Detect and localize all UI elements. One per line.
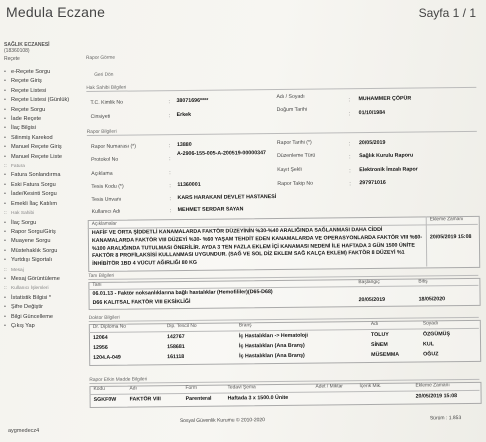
sidebar-item[interactable] bbox=[4, 294, 84, 303]
description-label: Açıklama bbox=[91, 170, 113, 177]
sidebar-item-label: Mesaj Görüntüleme bbox=[11, 275, 60, 282]
report-date-label: Rapor Tarihi (*) bbox=[276, 139, 312, 147]
main-content bbox=[86, 52, 478, 425]
back-link[interactable]: Geri Dön bbox=[94, 72, 114, 78]
facility-code-label: Tesis Kodu (*) bbox=[91, 183, 124, 190]
bullet-icon: • bbox=[4, 322, 6, 329]
sidebar-item-label: Emekli İlaç Katılım bbox=[11, 200, 58, 207]
drug-cell: 20/05/2019 15:08 bbox=[415, 393, 458, 400]
doctor-cell: 158681 bbox=[167, 343, 185, 351]
app-title: Medula Eczane bbox=[6, 4, 106, 20]
sidebar-item-label: Rapor Sorgu/Giriş bbox=[11, 228, 56, 235]
colon: : bbox=[169, 208, 172, 215]
sidebar-item[interactable] bbox=[4, 275, 84, 284]
sidebar-item-label: Fatura Sonlandırma bbox=[11, 172, 61, 179]
sidebar-item[interactable] bbox=[4, 77, 84, 86]
sidebar-item[interactable] bbox=[4, 219, 84, 228]
diagnosis-end: 18/05/2020 bbox=[418, 296, 446, 303]
drug-col-header: Ekleme Zamanı bbox=[415, 383, 450, 389]
name-label: Adı / Soyadı bbox=[276, 93, 305, 101]
sex-label: Cinsiyeti bbox=[90, 113, 111, 120]
desc-col-header: Açıklamalar bbox=[91, 221, 117, 227]
colon: : bbox=[169, 196, 171, 203]
sidebar-item-label: İade Reçete bbox=[11, 116, 42, 123]
edit-type-label: Düzenleme Türü bbox=[277, 152, 316, 160]
doctor-cell: İç Hastalıkları (Ana Branş) bbox=[239, 352, 305, 360]
section-marker-icon: :: bbox=[4, 211, 7, 217]
bullet-icon: • bbox=[4, 125, 6, 132]
bullet-icon: • bbox=[4, 153, 6, 160]
sidebar-item-label: Mesaj bbox=[11, 267, 24, 273]
sidebar-item-label: Reçete Giriş bbox=[11, 78, 42, 85]
doctor-cell: 12064 bbox=[92, 334, 108, 341]
sidebar-item bbox=[4, 284, 84, 293]
bullet-icon: • bbox=[4, 200, 6, 207]
sidebar-item[interactable] bbox=[4, 171, 84, 180]
sidebar-item[interactable] bbox=[4, 237, 84, 246]
drug-cell: FAKTÖR VIII bbox=[129, 396, 161, 403]
doctor-cell: 12956 bbox=[93, 344, 108, 351]
sidebar-item-label: Muayene Sorgu bbox=[11, 238, 51, 245]
sidebar-item-label: Çıkış Yap bbox=[11, 322, 35, 329]
sidebar-item[interactable] bbox=[4, 313, 84, 322]
doctor-col-header: Dr. Diploma No bbox=[92, 324, 127, 330]
sidebar-item-label: Reçete Listesi (Günlük) bbox=[11, 97, 70, 104]
footer-username: aygmedecz4 bbox=[8, 428, 40, 434]
sidebar-item-label: Müstehaklık Sorgu bbox=[11, 247, 58, 254]
sidebar-item-label: Manuel Reçete Giriş bbox=[11, 144, 62, 151]
colon: : bbox=[169, 170, 171, 177]
sidebar-item-label: Reçete Sorgu bbox=[11, 106, 46, 113]
drug-col-header: Adet / Miktar bbox=[315, 384, 343, 390]
dob-label: Doğum Tarihi bbox=[276, 106, 308, 114]
report-no-value: 13880 bbox=[176, 141, 192, 149]
drug-section-title: Rapor Etkin Madde Bilgileri bbox=[89, 374, 479, 384]
sidebar-item[interactable] bbox=[4, 96, 84, 105]
section-marker-icon: :: bbox=[4, 286, 7, 292]
drug-col-header: Tedavi Şema bbox=[227, 385, 256, 391]
doctor-col-header: Dip. Tescil No bbox=[166, 323, 197, 330]
colon: : bbox=[349, 168, 351, 175]
drug-cell: SGKF0W bbox=[93, 396, 117, 403]
report-no-label: Rapor Numarası (*) bbox=[90, 143, 136, 150]
bullet-icon: • bbox=[4, 87, 6, 94]
sidebar-item[interactable] bbox=[4, 106, 84, 115]
facility-name-label: Tesis Unvanı bbox=[91, 196, 122, 203]
sidebar-item-label: Yurtdışı Sigortalı bbox=[11, 257, 53, 264]
description-date: 20/05/2019 15:08 bbox=[429, 233, 472, 241]
sidebar-item[interactable] bbox=[4, 68, 84, 77]
page-subtitle: Rapor Görme bbox=[86, 55, 116, 61]
drug-col-header: Kodu bbox=[93, 386, 105, 392]
tc-value: 38071696**** bbox=[176, 97, 209, 105]
drug-col-header: İçerik Mik. bbox=[359, 383, 382, 390]
record-type-label: Kayıt Şekli bbox=[277, 166, 302, 174]
username-value: MEHMET SERDAR SAYAN bbox=[177, 206, 244, 214]
sidebar-item-label: Kullanıcı İşlemleri bbox=[11, 286, 49, 292]
doctor-cell: KUL bbox=[423, 341, 434, 348]
sidebar-item-label: İade/Kesinti Sorgu bbox=[11, 191, 57, 198]
doctor-cell: ÖZGÜMÜŞ bbox=[422, 331, 451, 338]
sidebar-menu bbox=[4, 68, 84, 331]
protocol-label: Protokol No bbox=[91, 156, 119, 163]
bullet-icon: • bbox=[4, 228, 6, 235]
sidebar-item[interactable] bbox=[4, 256, 84, 265]
sex-value: Erkek bbox=[176, 111, 192, 119]
sidebar-item[interactable] bbox=[4, 228, 84, 237]
description-text: HAFİF VE ORTA ŞİDDETLİ KANAMALARDA FAKTÖR DÜZEYİNİN %30-%40 ARALIĞINDA SAĞLANMASI DAHA CİDDİ KANAMALARDA FAKTÖR VIII DÜZEYİ %30- %60 YAŞAM TEHDİT EDEN KANAMALARDA VE OPERASYONLARDA FAKTÖR VIII %60- %100 ARALIĞINDA TUTULMASI ÖNERİLİR. AYDA 3 TEN FAZLA EKLEM İÇİ KANAMASI NEDENİ İLE HAFTADA 3 GÜN 1500 ÜNİTE FAKTÖR 8 PROFİLAKSİSİ KULLANMASI UYGUNDUR. (SAĞ VE SOL DİZ EKLEM SAĞ KALÇA EKLEM) FAKTÖR 8 DÜZEYİ %1 İNHİBİTÖR 1BD 4 VÜCUT AĞIRLIĞI 80 KG bbox=[91, 226, 423, 268]
sidebar-item-label: Silinmiş Karekod bbox=[11, 134, 53, 141]
copyright: Sosyal Güvenlik Kurumu © 2010-2020 bbox=[179, 417, 265, 425]
colon: : bbox=[169, 183, 171, 190]
sidebar-item[interactable] bbox=[4, 200, 84, 209]
colon: : bbox=[168, 143, 171, 150]
page-info: Sayfa 1 / 1 bbox=[418, 6, 476, 20]
doctor-cell: İç Hastalıkları -> Hematoloji bbox=[238, 332, 309, 340]
drug-col-header: Form bbox=[185, 385, 197, 391]
colon: : bbox=[348, 141, 351, 148]
doctor-col-header: Adı bbox=[370, 321, 379, 328]
doctor-cell: 161118 bbox=[167, 353, 185, 361]
colon: : bbox=[348, 111, 351, 118]
bullet-icon: • bbox=[4, 304, 6, 311]
sidebar-item[interactable] bbox=[4, 153, 84, 162]
doctor-col-header: Branş bbox=[238, 323, 252, 329]
bullet-icon: • bbox=[4, 144, 6, 151]
section-marker-icon: :: bbox=[4, 164, 7, 170]
tc-label: T.C. Kimlik No bbox=[90, 99, 124, 106]
dob-value: 01/10/1984 bbox=[358, 109, 386, 117]
sidebar-item[interactable] bbox=[4, 303, 84, 312]
report-section-title: Rapor Bilgileri bbox=[87, 126, 477, 136]
section-marker-icon: :: bbox=[4, 267, 7, 273]
sidebar-item-label: Manuel Reçete Liste bbox=[11, 153, 62, 160]
name-value: MUHAMMER ÇÖPÜR bbox=[358, 95, 412, 103]
username-label: Kullanıcı Adı bbox=[91, 208, 121, 215]
diagnosis-col-name: Tanı bbox=[92, 282, 102, 288]
sidebar-item bbox=[4, 209, 84, 218]
sidebar-item[interactable] bbox=[4, 134, 84, 143]
patient-section-title: Hak Sahibi Bilgileri bbox=[86, 82, 476, 92]
doctor-cell: OĞUZ bbox=[423, 351, 439, 358]
diagnosis-section-title: Tanı Bilgileri bbox=[88, 270, 478, 280]
sidebar-item[interactable] bbox=[4, 124, 84, 133]
protocol-value: A-2906-155-005-A-200519-00000347 bbox=[177, 150, 266, 158]
bullet-icon: • bbox=[4, 219, 6, 226]
colon: : bbox=[348, 97, 350, 104]
doctor-cell: İç Hastalıkları (Ana Branş) bbox=[239, 342, 305, 350]
sidebar-item[interactable] bbox=[4, 87, 84, 96]
bullet-icon: • bbox=[4, 238, 6, 245]
sidebar-link-recete[interactable]: Reçete bbox=[4, 56, 20, 62]
colon: : bbox=[168, 113, 171, 120]
sidebar-item-label: İstatistik Bilgisi * bbox=[11, 294, 52, 301]
bullet-icon: • bbox=[4, 181, 6, 188]
doctor-cell: SİNEM bbox=[371, 341, 388, 349]
doctor-col-header: Soyadı bbox=[422, 321, 439, 327]
doctor-section-title: Doktor Bilgileri bbox=[89, 312, 479, 322]
doctor-cell: TOLUY bbox=[370, 331, 389, 339]
bullet-icon: • bbox=[4, 313, 6, 320]
sidebar-item[interactable] bbox=[4, 143, 84, 152]
sidebar-item-label: İlaç Sorgu bbox=[11, 219, 37, 226]
bullet-icon: • bbox=[4, 134, 6, 141]
doctor-cell: MÜSEMMA bbox=[371, 351, 400, 359]
facility-code-value: 11360001 bbox=[177, 181, 201, 189]
sidebar-item-label: Şifre Değiştir bbox=[11, 304, 44, 311]
bullet-icon: • bbox=[4, 257, 6, 264]
sidebar-item-label: e-Reçete Sorgu bbox=[11, 69, 51, 75]
sidebar-item[interactable] bbox=[4, 115, 84, 124]
facility-name-value: KARS HARAKANİ DEVLET HASTANESİ bbox=[177, 194, 277, 202]
sidebar bbox=[4, 42, 84, 331]
diagnosis-group: 06.01.13 - Faktör noksanlıklarına bağlı hastalıklar (Hemofililer)(D65-D68) bbox=[92, 289, 273, 297]
bullet-icon: • bbox=[4, 172, 6, 179]
sidebar-item bbox=[4, 162, 84, 171]
sidebar-item-label: Fatura bbox=[11, 164, 25, 170]
sidebar-item-label: Hak Sahibi bbox=[11, 211, 35, 217]
bullet-icon: • bbox=[4, 69, 6, 75]
sidebar-item-label: Reçete Listesi bbox=[11, 87, 47, 94]
sidebar-item[interactable] bbox=[4, 181, 84, 190]
bullet-icon: • bbox=[4, 78, 6, 85]
diagnosis-col-start: Başlangıç bbox=[358, 279, 380, 286]
doctor-cell: 142767 bbox=[166, 333, 185, 341]
edit-type-value: Sağlık Kurulu Raporu bbox=[359, 152, 414, 160]
bullet-icon: • bbox=[4, 106, 6, 113]
sidebar-item[interactable] bbox=[4, 322, 84, 331]
sidebar-item-label: Bilgi Güncelleme bbox=[11, 313, 53, 320]
doctor-cell: 1204.A-049 bbox=[93, 354, 121, 361]
record-type-value: Elektronik İmzalı Rapor bbox=[359, 166, 418, 174]
colon: : bbox=[168, 99, 170, 106]
sidebar-item[interactable] bbox=[4, 190, 84, 199]
sidebar-item bbox=[4, 266, 84, 275]
diagnosis-col-end: Bitiş bbox=[418, 279, 428, 285]
tracking-no-value: 297971016 bbox=[359, 179, 386, 187]
version: Sürüm : 1.853 bbox=[429, 415, 462, 422]
diagnosis-start: 20/05/2019 bbox=[358, 296, 386, 304]
drug-col-header: Adı bbox=[129, 386, 137, 392]
bullet-icon: • bbox=[4, 191, 6, 198]
bullet-icon: • bbox=[4, 294, 6, 301]
drug-cell: Haftada 3 x 1500.0 Ünite bbox=[227, 394, 289, 402]
diagnosis-name: D66 KALITSAL FAKTÖR VIII EKSİKLİĞİ bbox=[92, 298, 191, 306]
bullet-icon: • bbox=[4, 116, 6, 123]
bullet-icon: • bbox=[4, 275, 6, 282]
sidebar-item[interactable] bbox=[4, 247, 84, 256]
report-date-value: 20/05/2019 bbox=[358, 139, 386, 147]
desc-date-col-header: Ekleme Zamanı bbox=[429, 217, 464, 223]
bullet-icon: • bbox=[4, 97, 6, 104]
pharmacy-code: (18360108) bbox=[4, 48, 30, 54]
colon: : bbox=[349, 181, 351, 188]
drug-cell: Parenteral bbox=[185, 395, 212, 402]
colon: : bbox=[169, 156, 171, 163]
pharmacy-name: SAĞLIK ECZANESİ bbox=[4, 42, 50, 48]
sidebar-item-label: Eski Fatura Sorgu bbox=[11, 181, 56, 188]
sidebar-item-label: İlaç Bilgisi bbox=[11, 125, 36, 132]
colon: : bbox=[349, 154, 351, 161]
tracking-no-label: Rapor Takip No bbox=[277, 180, 314, 188]
bullet-icon: • bbox=[4, 247, 6, 254]
